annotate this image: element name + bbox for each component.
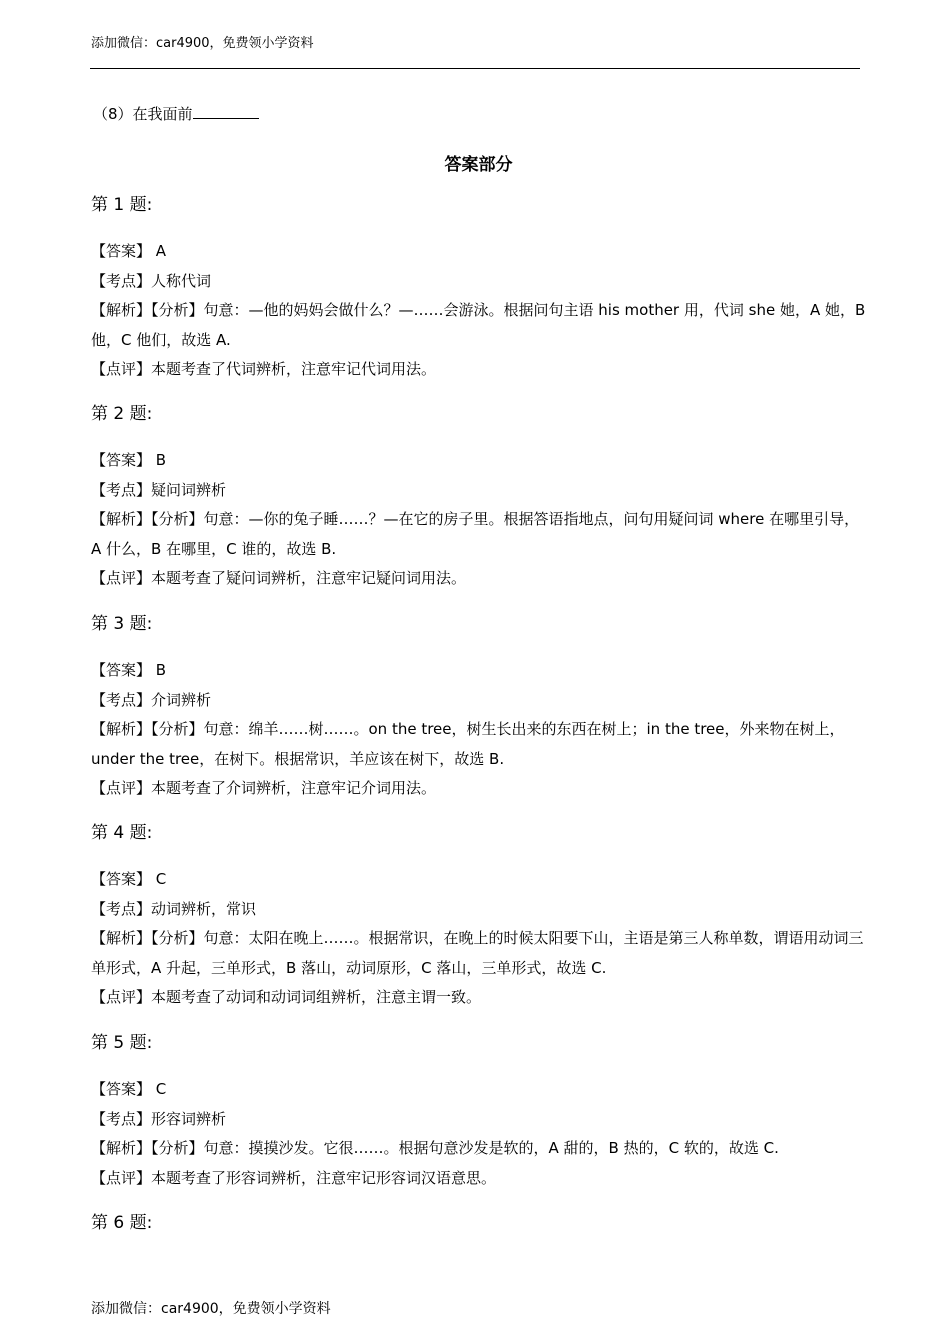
knowledge-point-line: 【考点】人称代词 — [91, 271, 212, 290]
header-note: 添加微信：car4900，免费领小学资料 — [91, 36, 314, 51]
footer-note: 添加微信：car4900，免费领小学资料 — [91, 1301, 331, 1317]
comment-line: 【点评】本题考查了形容词辨析，注意牢记形容词汉语意思。 — [91, 1168, 497, 1187]
leftover-question-text: （8）在我面前 — [93, 105, 193, 123]
question-block-4 — [91, 821, 866, 1013]
answer-line: 【答案】 B — [91, 661, 167, 679]
knowledge-point-line: 【考点】介词辨析 — [91, 690, 212, 709]
question-number: 第 6 题: — [91, 1213, 153, 1233]
question-number: 第 3 题: — [91, 614, 153, 634]
question-block-1 — [91, 193, 866, 385]
question-block-5 — [91, 1031, 866, 1193]
answer-line: 【答案】 C — [91, 1080, 167, 1098]
analysis-line: 【解析】【分析】句意：绵羊……树……。on the tree，树生长出来的东西在树上；in the tree，外来物在树上，under the tree，在树下。根据常识，羊应该在树下，故选 B. — [91, 720, 845, 768]
header-divider — [90, 68, 860, 69]
question-block-6 — [91, 1211, 866, 1255]
answer-line: 【答案】 C — [91, 870, 167, 888]
answer-line: 【答案】 B — [91, 451, 167, 469]
knowledge-point-line: 【考点】疑问词辨析 — [91, 480, 227, 499]
comment-line: 【点评】本题考查了动词和动词词组辨析，注意主谓一致。 — [91, 988, 482, 1007]
analysis-line: 【解析】【分析】句意：—你的兔子睡……？—在它的房子里。根据答语指地点，问句用疑问词 where 在哪里引导，A 什么，B 在哪里，C 谁的，故选 B. — [91, 510, 860, 558]
question-number: 第 1 题: — [91, 195, 153, 215]
section-title: 答案部分 — [444, 155, 513, 175]
analysis-line: 【解析】【分析】句意：—他的妈妈会做什么？—……会游泳。根据问句主语 his mother 用，代词 she 她，A 她，B 他，C 他们，故选 A. — [91, 301, 866, 349]
question-block-2 — [91, 402, 866, 594]
comment-line: 【点评】本题考查了介词辨析，注意牢记介词用法。 — [91, 779, 437, 798]
comment-line: 【点评】本题考查了疑问词辨析，注意牢记疑问词用法。 — [91, 569, 467, 588]
knowledge-point-line: 【考点】动词辨析，常识 — [91, 899, 257, 918]
question-block-3 — [91, 612, 866, 804]
knowledge-point-line: 【考点】形容词辨析 — [91, 1109, 227, 1128]
question-number: 第 2 题: — [91, 404, 153, 424]
answer-line: 【答案】 A — [91, 242, 167, 260]
leftover-question — [93, 103, 259, 124]
question-number: 第 5 题: — [91, 1033, 153, 1053]
answer-blank — [193, 104, 259, 119]
comment-line: 【点评】本题考查了代词辨析，注意牢记代词用法。 — [91, 360, 437, 379]
question-number: 第 4 题: — [91, 823, 153, 843]
analysis-line: 【解析】【分析】句意：太阳在晚上……。根据常识，在晚上的时候太阳要下山，主语是第三人称单数，谓语用动词三单形式，A 升起，三单形式，B 落山，动词原形，C 落山，三单形式，故选 C. — [91, 929, 864, 977]
analysis-line: 【解析】【分析】句意：摸摸沙发。它很……。根据句意沙发是软的，A 甜的，B 热的，C 软的，故选 C. — [91, 1139, 779, 1158]
